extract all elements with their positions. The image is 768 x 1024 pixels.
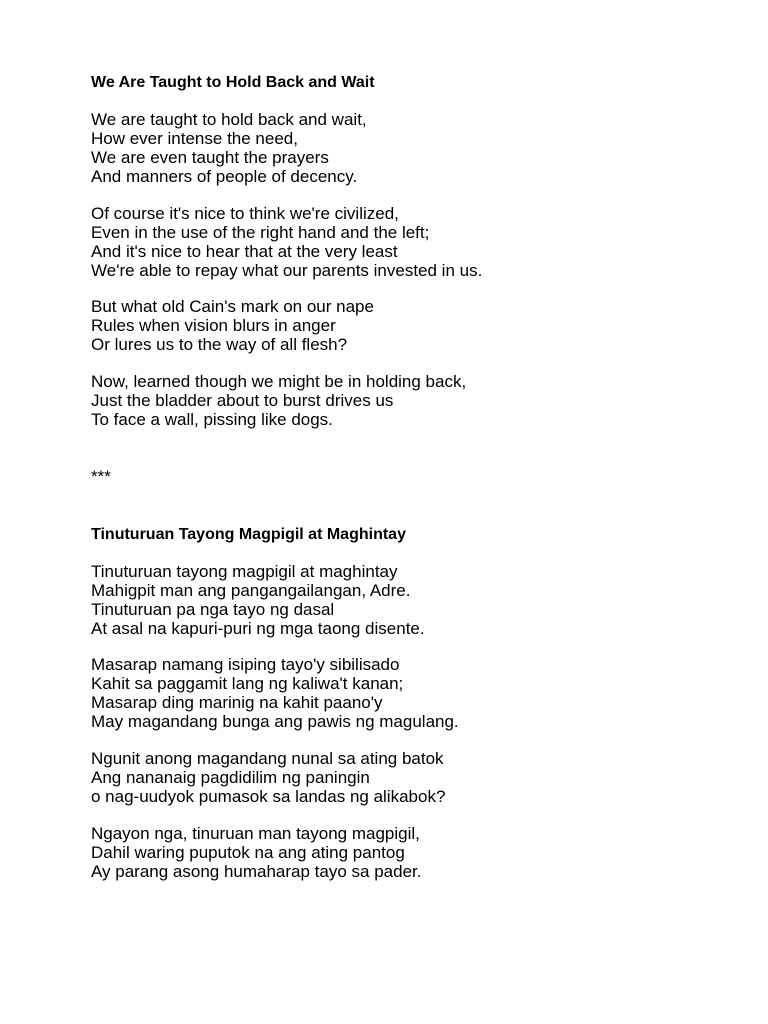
section-separator: ***	[91, 467, 111, 486]
poem-line: Tinuturuan tayong magpigil at maghintay	[91, 562, 398, 581]
poem-line: Now, learned though we might be in holding back,	[91, 372, 467, 391]
poem-line: Kahit sa paggamit lang ng kaliwa't kanan;	[91, 674, 404, 693]
poem-line: We're able to repay what our parents invested in us.	[91, 261, 483, 280]
stanza-filipino-2	[91, 655, 459, 731]
poem-title-english: We Are Taught to Hold Back and Wait	[91, 74, 375, 91]
poem-line: Ay parang asong humaharap tayo sa pader.	[91, 862, 422, 881]
poem-line: We are taught to hold back and wait,	[91, 110, 367, 129]
stanza-english-2	[91, 204, 482, 280]
poem-line: Ang nananaig pagdidilim ng paningin	[91, 768, 370, 787]
poem-line: At asal na kapuri-puri ng mga taong disente.	[91, 619, 425, 638]
poem-line: Or lures us to the way of all flesh?	[91, 335, 348, 354]
stanza-filipino-3	[91, 749, 445, 806]
poem-line: Ngunit anong magandang nunal sa ating batok	[91, 749, 444, 768]
poem-line: Ngayon nga, tinuruan man tayong magpigil,	[91, 824, 420, 843]
poem-line: Even in the use of the right hand and the left;	[91, 223, 430, 242]
poem-title-filipino: Tinuturuan Tayong Magpigil at Maghintay	[91, 526, 406, 543]
poem-line: Dahil waring puputok na ang ating pantog	[91, 843, 405, 862]
stanza-filipino-1	[91, 562, 425, 638]
poem-line: May magandang bunga ang pawis ng magulang.	[91, 712, 459, 731]
stanza-english-4	[91, 372, 466, 429]
stanza-filipino-4	[91, 824, 421, 881]
poem-line: o nag-uudyok pumasok sa landas ng alikabok?	[91, 787, 446, 806]
poem-line: But what old Cain's mark on our nape	[91, 297, 374, 316]
poem-line: How ever intense the need,	[91, 129, 298, 148]
poem-line: And it's nice to hear that at the very least	[91, 242, 398, 261]
poem-line: To face a wall, pissing like dogs.	[91, 410, 333, 429]
poem-line: Tinuturuan pa nga tayo ng dasal	[91, 600, 335, 619]
stanza-english-3	[91, 297, 374, 354]
poem-line: We are even taught the prayers	[91, 148, 329, 167]
stanza-english-1	[91, 110, 367, 186]
poem-line: Just the bladder about to burst drives us	[91, 391, 394, 410]
poem-line: And manners of people of decency.	[91, 167, 358, 186]
poem-line: Of course it's nice to think we're civilized,	[91, 204, 399, 223]
poem-line: Mahigpit man ang pangangailangan, Adre.	[91, 581, 411, 600]
poem-line: Masarap namang isiping tayo'y sibilisado	[91, 655, 400, 674]
poem-line: Rules when vision blurs in anger	[91, 316, 336, 335]
poem-line: Masarap ding marinig na kahit paano'y	[91, 693, 383, 712]
